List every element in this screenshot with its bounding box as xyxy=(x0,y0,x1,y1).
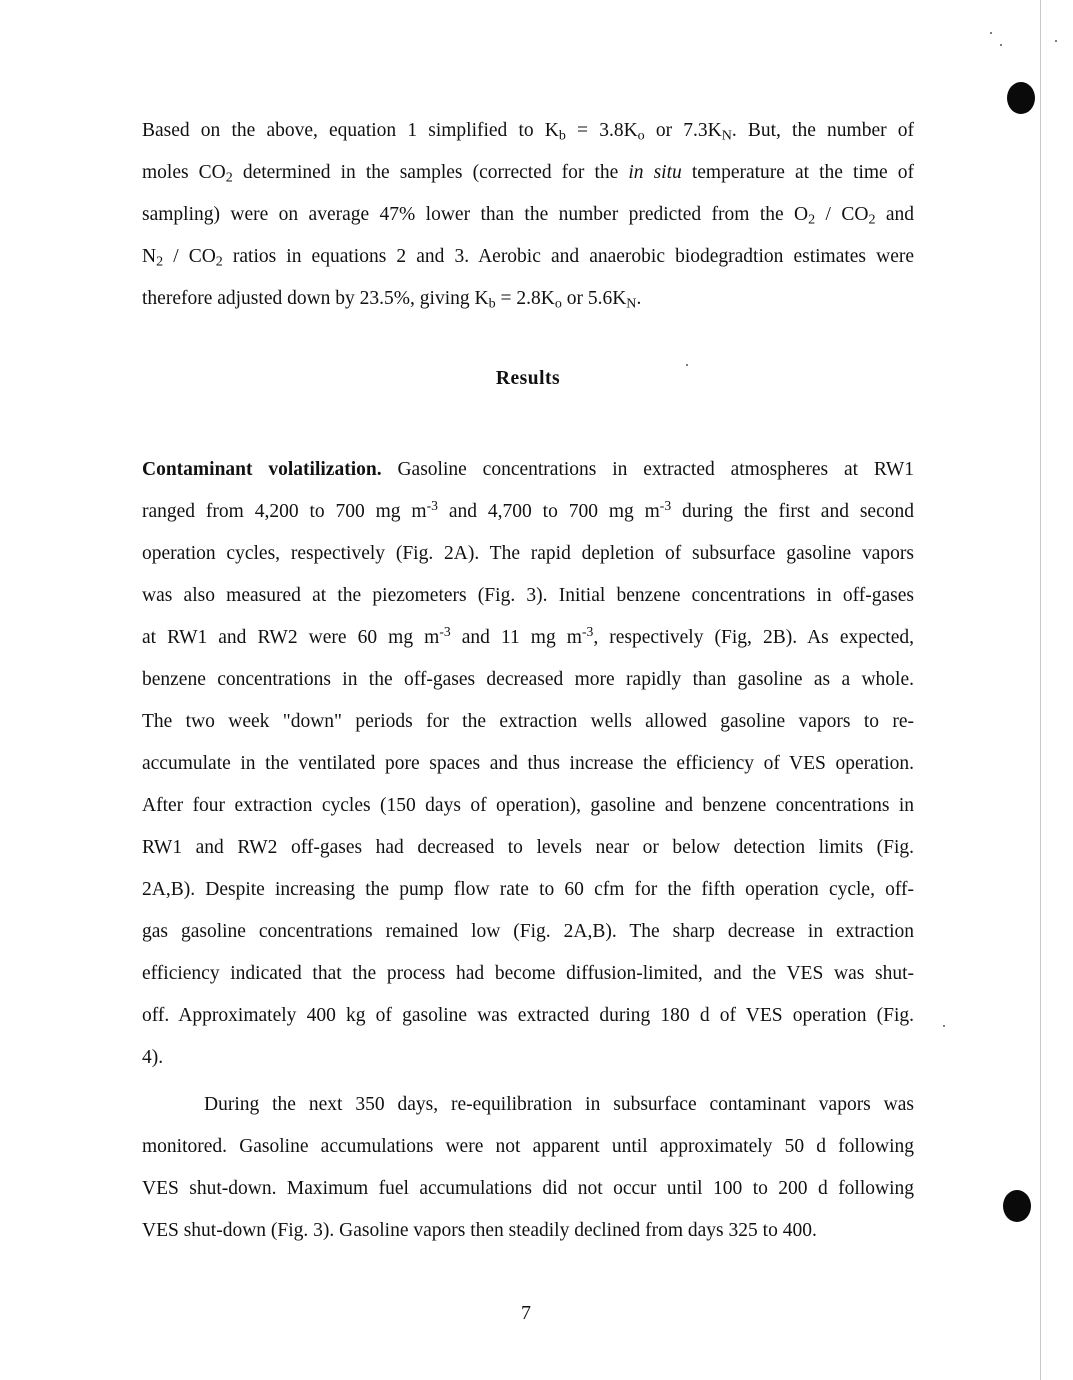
paragraph-contaminant-volatilization xyxy=(142,449,914,1079)
scan-speck xyxy=(1055,40,1057,42)
text-line: therefore adjusted down by 23.5%, giving $K_b = 2.8K_o$ or $5.6K_N$. xyxy=(142,288,642,312)
scan-speck xyxy=(686,364,688,366)
text-line: operation cycles, respectively (Fig. 2A). The rapid depletion of subsurface gasoline vapors xyxy=(142,543,914,564)
text-line: monitored. Gasoline accumulations were not apparent until approximately 50 d following xyxy=(142,1136,914,1157)
text-line: off. Approximately 400 kg of gasoline was extracted during 180 d of VES operation (Fig. xyxy=(142,1005,914,1026)
section-heading-results: Results xyxy=(495,368,561,389)
hole-punch-bottom xyxy=(1003,1190,1031,1222)
paragraph-re-equilibration xyxy=(142,1084,914,1252)
text-line: moles $CO_2$ determined in the samples (corrected for the in situ temperature at the time of xyxy=(142,162,914,186)
text-line: Based on the above, equation 1 simplified to $K_b = 3.8K_o$ or $7.3K_N$. But, the number of xyxy=(142,120,914,144)
paragraph-equation-summary xyxy=(142,110,914,320)
scan-edge-line xyxy=(1040,0,1041,1380)
text-line: was also measured at the piezometers (Fig. 3). Initial benzene concentrations in off-gases xyxy=(142,585,914,606)
scan-speck xyxy=(990,32,992,34)
text-line: After four extraction cycles (150 days of operation), gasoline and benzene concentrations in xyxy=(142,795,914,816)
text-line: RW1 and RW2 off-gases had decreased to levels near or below detection limits (Fig. xyxy=(142,837,914,858)
text-line: $N_2 / CO_2$ ratios in equations 2 and 3. Aerobic and anaerobic biodegradtion estimates were xyxy=(142,246,914,270)
text-line: benzene concentrations in the off-gases decreased more rapidly than gasoline as a whole. xyxy=(142,669,914,690)
text-line: 2A,B). Despite increasing the pump flow rate to 60 cfm for the fifth operation cycle, off- xyxy=(142,879,914,900)
text-line: sampling) were on average 47% lower than the number predicted from the $O_2 / CO_2$ and xyxy=(142,204,914,228)
text-line: gas gasoline concentrations remained low (Fig. 2A,B). The sharp decrease in extraction xyxy=(142,921,914,942)
scan-speck xyxy=(943,1025,945,1027)
run-in-heading: Contaminant volatilization. xyxy=(142,459,382,480)
text-line: 4). xyxy=(142,1047,164,1068)
text-line: at RW1 and RW2 were 60 mg $m^{-3}$ and 11 mg $m^{-3}$, respectively (Fig, 2B). As expected, xyxy=(142,624,914,648)
text-line: accumulate in the ventilated pore spaces and thus increase the efficiency of VES operation. xyxy=(142,753,914,774)
text-line: During the next 350 days, re-equilibration in subsurface contaminant vapors was xyxy=(204,1094,914,1115)
text-line: The two week "down" periods for the extraction wells allowed gasoline vapors to re- xyxy=(142,711,914,732)
scan-speck xyxy=(1000,44,1002,46)
text-line: ranged from 4,200 to 700 mg $m^{-3}$ and 4,700 to 700 mg $m^{-3}$ during the first and second xyxy=(142,498,914,522)
text-line: Contaminant volatilization. Gasoline concentrations in extracted atmospheres at RW1 xyxy=(142,459,914,480)
hole-punch-top xyxy=(1007,82,1035,114)
text-line: efficiency indicated that the process had become diffusion-limited, and the VES was shut- xyxy=(142,963,914,984)
text-line: VES shut-down. Maximum fuel accumulations did not occur until 100 to 200 d following xyxy=(142,1178,914,1199)
text-line: VES shut-down (Fig. 3). Gasoline vapors then steadily declined from days 325 to 400. xyxy=(142,1220,817,1241)
page-number: 7 xyxy=(521,1302,531,1324)
